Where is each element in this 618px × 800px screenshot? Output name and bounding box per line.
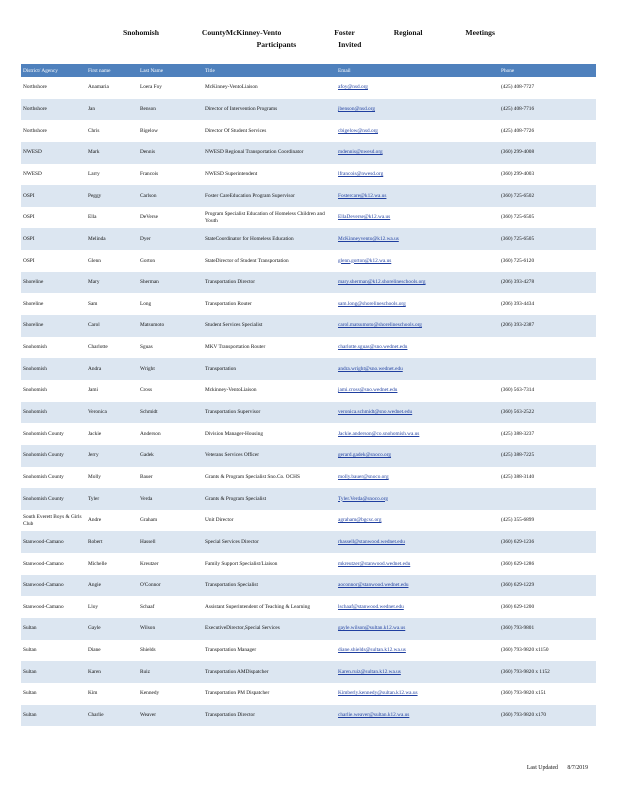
cell-title: Grants & Program Specialist [205,495,267,502]
cell-first-name: Molly [88,473,101,480]
cell-title: Transportation Specialist [205,582,258,589]
cell-last-name: Wright [140,365,155,372]
cell-title: NWESD Regional Transportation Coordinator [205,149,304,156]
cell-email[interactable]: jbenson@nsd.org [338,106,376,113]
title-word: Invited [338,40,362,49]
cell-district: Sultan [23,690,37,697]
cell-last-name: Carlson [140,192,157,199]
cell-email[interactable]: carol.matsumoto@shorelineschools.org [338,322,422,329]
cell-phone: (360) 725-6120 [501,257,535,264]
cell-district: Snohomish County [23,473,64,480]
table-row [21,185,596,207]
cell-email[interactable]: Kimberly.kennedy@sultan.k12.wa.us [338,690,418,697]
cell-phone: (360) 725-6505 [501,214,535,221]
cell-first-name: Andre [88,517,102,524]
title-line-1 [0,27,618,39]
table-row [21,293,596,315]
cell-first-name: Kim [88,690,98,697]
cell-title: Veterans Services Officer [205,452,260,459]
table-row [21,120,596,142]
cell-last-name: Hassell [140,538,156,545]
cell-last-name: Long [140,300,152,307]
cell-last-name: Anderson [140,430,161,437]
cell-phone: (360) 793-9820 x 1152 [501,668,550,675]
cell-district: Stanwood-Camano [23,538,64,545]
cell-phone: (425) 355-6899 [501,517,535,524]
cell-district: NWESD [23,170,42,177]
cell-first-name: Glenn [88,257,101,264]
cell-district: Sultan [23,625,37,632]
cell-phone: (360) 563-2522 [501,409,535,416]
cell-email[interactable]: rhassell@stanwood.wednet.edu [338,538,405,545]
cell-phone: (360) 299-4008 [501,149,535,156]
cell-title: Transportation Manager [205,647,257,654]
cell-first-name: Veronica [88,409,107,416]
cell-phone: (360) 629-1229 [501,582,535,589]
title-word: CountyMcKinney-Vento [201,28,282,37]
cell-last-name: Shields [140,647,156,654]
cell-first-name: Jan [88,106,96,113]
header-phone: Phone [501,67,515,74]
header-district: District/ Agency [23,67,58,74]
table-row [21,575,596,597]
cell-first-name: Angie [88,582,101,589]
cell-district: Snohomish [23,387,47,394]
table-row [21,250,596,272]
cell-last-name: Sherman [140,279,159,286]
cell-email[interactable]: afoy@nsd.org [338,84,368,91]
cell-email[interactable]: agraham@bgcsc.org [338,517,382,524]
table-row [21,77,596,99]
cell-phone: (425) 408-7716 [501,106,535,113]
cell-last-name: Kreutzer [140,560,159,567]
cell-title: Program Specialist Education of Homeless Children and Youth [205,210,325,224]
cell-first-name: Charlotte [88,344,108,351]
cell-title: Foster CareEducation Program Supervisor [205,192,295,199]
cell-email[interactable]: lfrancois@nwesd.org [338,170,384,177]
cell-email[interactable]: aoconnor@stanwood.wednet.edu [338,582,409,589]
cell-last-name: Dyer [140,235,151,242]
cell-last-name: Bauer [140,473,153,480]
cell-email[interactable]: cbigelow@nsd.org [338,127,378,134]
last-updated-label: Last Updated [526,765,558,771]
table-row [21,272,596,294]
table-row [21,531,596,553]
cell-first-name: Carol [88,322,100,329]
cell-last-name: Wilson [140,625,156,632]
cell-district: Northshore [23,84,47,91]
cell-district: Snohomish County [23,430,64,437]
cell-last-name: Verda [140,495,153,502]
cell-district: OSPI [23,214,35,221]
table-row [21,99,596,121]
cell-district: Shoreline [23,322,44,329]
cell-last-name: Cross [140,387,153,394]
cell-phone: (360) 299-4003 [501,170,535,177]
table-row [21,467,596,489]
cell-phone: (425) 388-3140 [501,473,535,480]
cell-phone: (360) 629-1236 [501,538,535,545]
cell-district: Shoreline [23,279,44,286]
table-row [21,488,596,510]
cell-last-name: Benson [140,106,156,113]
cell-first-name: Robert [88,538,103,545]
cell-district: OSPI [23,257,35,264]
cell-title: Transportation Director [205,712,255,718]
cell-email[interactable]: veronica.schmidt@sno.wednet.edu [338,409,413,416]
cell-district: Snohomish [23,409,47,416]
cell-last-name: Ruiz [140,668,151,675]
cell-title: Mckinney-VentoLiaison [205,387,257,394]
cell-last-name: Weaver [140,712,157,718]
table-header-row [21,64,596,77]
last-updated-date: 8/7/2019 [567,765,588,771]
cell-phone: (360) 725-6502 [501,192,535,199]
cell-email[interactable]: andra.wright@sno.wednet.edu [338,365,403,372]
title-word: Meetings [465,28,495,37]
cell-email[interactable]: Karen.ruiz@sultan.k12.wa.us [338,668,401,675]
table-row [21,142,596,164]
cell-email[interactable]: sam.long@shorelineschools.org [338,300,406,307]
table-row [21,337,596,359]
cell-last-name: O'Connor [140,582,161,589]
cell-phone: (360) 793-9801 [501,625,535,632]
cell-title: Transportation AMDispatcher [205,668,269,675]
cell-district: Stanwood-Camano [23,560,64,567]
table-row [21,705,596,727]
cell-last-name: Bigelow [140,127,158,134]
cell-last-name: Schaaf [140,603,155,610]
cell-email[interactable]: glenn.gorton@k12.wa.us [338,257,392,264]
cell-title: Transportation Supervisor [205,409,261,416]
cell-email[interactable]: Jackie.anderson@co.snohomish.wa.us [338,430,420,437]
cell-title: Director Of Student Services [205,127,267,134]
cell-phone: (360) 793-9820 x1150 [501,647,549,654]
cell-last-name: Gadek [140,452,154,459]
cell-title: StateDirector of Student Transportation [205,257,289,264]
header-last-name: Last Name [140,67,164,74]
title-line-2 [0,39,618,51]
cell-email[interactable]: Tyler.Verda@snoco.org [338,495,389,502]
header-email: Email [338,67,351,74]
cell-email[interactable]: lschaaf@stanwood.wednet.edu [338,603,404,610]
title-word: Regional [393,28,423,37]
cell-last-name: Francois [140,170,159,177]
cell-first-name: Karen [88,668,101,675]
cell-first-name: Michelle [88,560,107,567]
cell-first-name: Peggy [88,192,102,199]
cell-title: Transportation Router [205,300,252,307]
cell-district: Shoreline [23,300,44,307]
cell-email[interactable]: gerard.gadek@snoco.org [338,452,392,459]
cell-title: Unit Director [205,517,234,524]
cell-title: Family Support Specialist/Liaison [205,560,278,567]
table-row [21,553,596,575]
cell-phone: (206) 393-4278 [501,279,535,286]
cell-district: Northshore [23,106,47,113]
cell-district: Sultan [23,668,37,675]
cell-title: Grants & Program Specialist Sno.Co. OCHS [205,473,300,480]
table-row [21,423,596,445]
cell-email[interactable]: mary.sherman@k12.shorelineschools.org [338,279,426,286]
cell-last-name: Kennedy [140,690,160,697]
cell-email[interactable]: mkreutzer@stanwood.wednet.edu [338,560,411,567]
cell-first-name: Larry [88,170,100,177]
cell-district: OSPI [23,235,35,242]
cell-phone: (360) 725-6505 [501,235,535,242]
cell-first-name: Jami [88,387,99,394]
cell-title: Director of Intervention Programs [205,106,278,113]
cell-last-name: Sguas [140,344,153,351]
table-row [21,683,596,705]
table-row [21,380,596,402]
cell-title: StateCoordinator for Homeless Education [205,235,294,242]
cell-phone: (206) 393-4434 [501,300,535,307]
cell-district: OSPI [23,192,35,199]
table-row [21,661,596,683]
cell-title: Special Services Director [205,538,259,545]
cell-last-name: Dennis [140,149,156,156]
cell-title: Transportation PM Dispatcher [205,690,270,697]
cell-first-name: Chris [88,127,100,134]
cell-title: McKinney-VentoLiaison [205,84,258,91]
cell-title: Transportation Director [205,279,255,286]
cell-email[interactable]: McKinneyvento@k12.wa.us [338,235,399,242]
cell-title: Student Services Specialist [205,322,263,329]
cell-first-name: Diane [88,647,101,654]
table-row [21,315,596,337]
cell-first-name: Melinda [88,235,106,242]
cell-title: Division Manager-Housing [205,430,264,437]
cell-district: South Everett Boys & Girls Club [23,513,82,527]
cell-email[interactable]: molly.bauer@snoco.org [338,473,389,480]
title-word: Foster [334,28,355,37]
cell-phone: (425) 408-7726 [501,127,535,134]
cell-email[interactable]: jami.cross@sno.wednet.edu [338,387,398,394]
cell-phone: (360) 793-9820 x151 [501,690,547,697]
cell-district: Snohomish [23,344,47,351]
cell-phone: (425) 388-3237 [501,430,535,437]
table-row [21,164,596,186]
cell-district: Stanwood-Camano [23,582,64,589]
cell-email[interactable]: Fostercare@k12.wa.us [338,192,387,199]
cell-district: Snohomish County [23,495,64,502]
table-row [21,207,596,229]
cell-phone: (360) 629-1200 [501,603,535,610]
cell-title: ExecutiveDirector,Special Services [205,625,280,632]
table-row [21,510,596,532]
cell-first-name: Jackie [88,430,102,437]
table-row [21,228,596,250]
cell-email[interactable]: gayle.wilson@sultan.k12.wa.us [338,625,406,632]
cell-phone [499,358,596,380]
cell-title: Transportation [205,365,236,372]
title-word: Participants [256,40,297,49]
cell-phone: (360) 793-9820 x170 [501,712,547,718]
cell-first-name: Jerry [88,452,99,459]
table-row [21,445,596,467]
cell-last-name: Gorton [140,257,156,264]
cell-first-name: Mark [88,149,100,156]
cell-district: Snohomish [23,365,47,372]
cell-title: MKV Transportation Router [205,344,266,351]
cell-first-name: Tyler [88,495,100,502]
cell-first-name: Charlie [88,712,104,718]
cell-phone [499,337,596,359]
cell-district: Snohomish County [23,452,64,459]
cell-district: NWESD [23,149,42,156]
cell-phone: (360) 563-7314 [501,387,535,394]
cell-first-name: Sam [88,300,98,307]
cell-email[interactable]: mdennis@nwesd.org [338,149,383,156]
table-row [21,640,596,662]
participants-table [21,64,596,726]
cell-first-name: Ella [88,214,97,221]
cell-district: Sultan [23,712,37,718]
cell-phone: (425) 408-7727 [501,84,535,91]
header-title: Title [205,67,215,74]
cell-first-name: Anamaria [88,84,109,91]
document-title [0,27,618,51]
cell-district: Northshore [23,127,47,134]
cell-last-name: Graham [140,517,158,524]
cell-title: Assistant Superintendent of Teaching & Learning [205,603,311,610]
cell-phone [499,488,596,510]
cell-title: NWESD Superintendent [205,170,258,177]
cell-first-name: Andra [88,365,102,372]
cell-phone: (206) 393-2387 [501,322,535,329]
title-word: Snohomish [123,28,159,37]
cell-district: Stanwood-Camano [23,603,64,610]
table-row [21,618,596,640]
cell-email[interactable]: EllaDeverse@k12.wa.us [338,214,391,221]
cell-last-name: Schmidt [140,409,158,416]
cell-district: Sultan [23,647,37,654]
cell-last-name: Matsumoto [140,322,165,329]
table-row [21,596,596,618]
cell-last-name: Loera Foy [140,84,162,91]
cell-phone: (425) 388-7225 [501,452,535,459]
cell-first-name: Lloy [88,603,99,610]
cell-email[interactable]: charlie.weaver@sultan.k12.wa.us [338,712,410,718]
cell-last-name: DeVerse [140,214,158,221]
cell-email[interactable]: charlotte.sguas@sno.wednet.edu [338,344,408,351]
table-row [21,358,596,380]
header-first-name: First name [88,67,111,74]
last-updated [519,765,588,771]
cell-first-name: Mary [88,279,100,286]
cell-first-name: Gayle [88,625,101,632]
table-row [21,402,596,424]
cell-email[interactable]: diane.shields@sultan.k12.wa.us [338,647,406,654]
cell-phone: (360) 629-1286 [501,560,535,567]
